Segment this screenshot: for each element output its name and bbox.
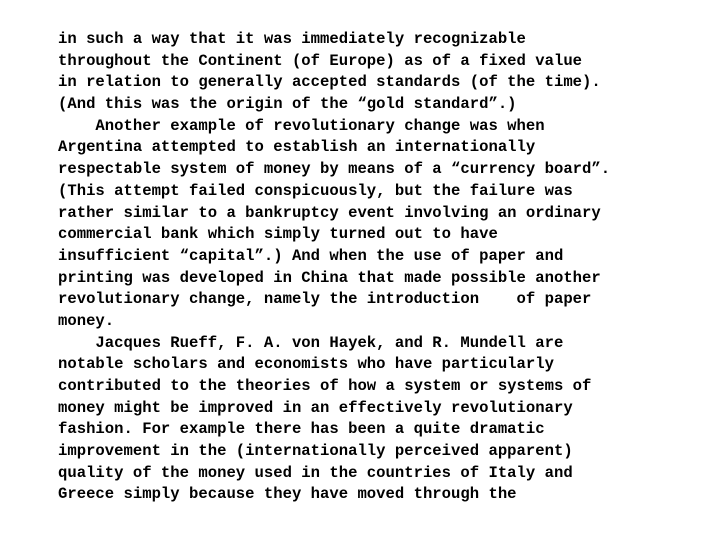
- text-line: respectable system of money by means of a “currency board”.: [58, 160, 611, 179]
- text-line: printing was developed in China that made possible another: [58, 268, 601, 287]
- text-line: money might be improved in an effectively revolutionary: [58, 398, 573, 417]
- text-line: fashion. For example there has been a quite dramatic: [58, 420, 545, 439]
- text-line: Argentina attempted to establish an internationally: [58, 138, 536, 157]
- text-line: quality of the money used in the countries of Italy and: [58, 463, 573, 482]
- text-line: improvement in the (internationally perceived apparent): [58, 442, 573, 461]
- text-line: notable scholars and economists who have particularly: [58, 355, 554, 374]
- text-line: rather similar to a bankruptcy event involving an ordinary: [58, 203, 601, 222]
- text-line: commercial bank which simply turned out to have: [58, 225, 498, 244]
- text-line: throughout the Continent (of Europe) as of a fixed value: [58, 51, 583, 70]
- text-line: contributed to the theories of how a system or systems of: [58, 377, 592, 395]
- text-line: (And this was the origin of the “gold standard”.): [58, 95, 517, 114]
- paragraph-start-line: Jacques Rueff, F. A. von Hayek, and R. Mundell are: [58, 333, 564, 352]
- document-page: [58, 29, 708, 506]
- text-line: (This attempt failed conspicuously, but the failure was: [58, 181, 573, 200]
- paragraph-start-line: Another example of revolutionary change was when: [58, 116, 545, 135]
- text-line: in relation to generally accepted standards (of the time).: [58, 73, 601, 92]
- text-line: Greece simply because they have moved through the: [58, 485, 517, 504]
- text-line: revolutionary change, namely the introduction of paper: [58, 290, 592, 309]
- text-line: money.: [58, 311, 115, 330]
- text-line: insufficient “capital”.) And when the use of paper and: [58, 246, 564, 265]
- text-line: in such a way that it was immediately recognizable: [58, 30, 526, 48]
